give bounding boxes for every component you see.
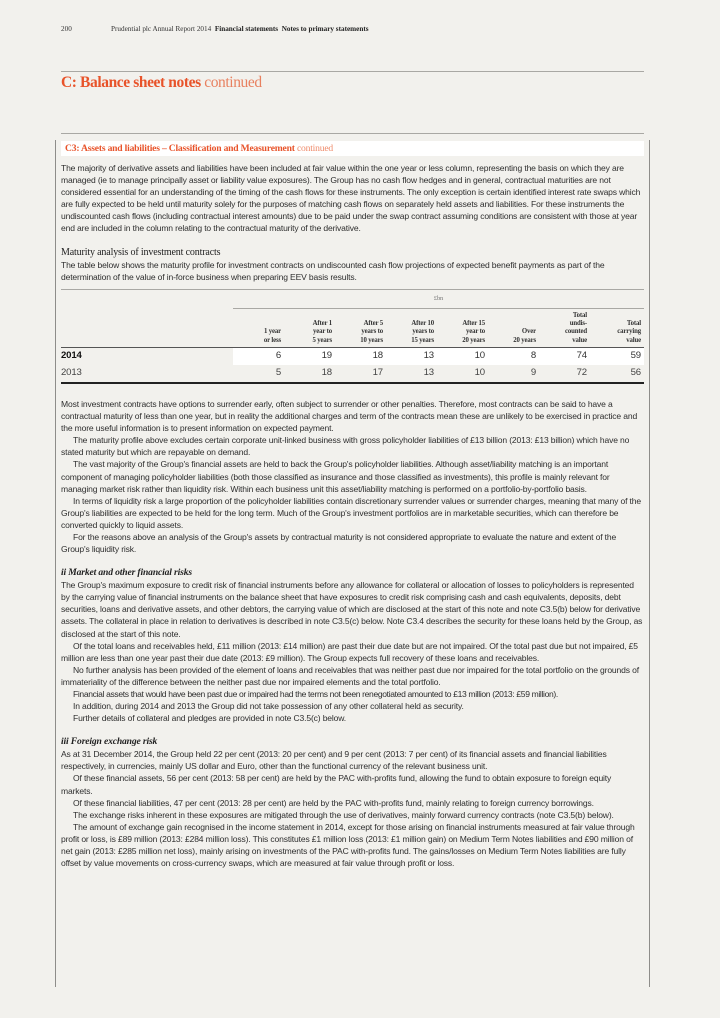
cell: 13 bbox=[386, 365, 437, 383]
market-risk-paragraph: Further details of collateral and pledges are provided in note C3.5(c) below. bbox=[73, 713, 347, 724]
maturity-description: The table below shows the maturity profile for investment contracts on undiscounted cash flow projections of expected benefit payments as part of the determination of the value of in-force business when preparing EEV basis results. bbox=[61, 259, 605, 282]
fx-risk-paragraph: Of these financial liabilities, 47 per cent (2013: 28 per cent) are held by the PAC with-profits fund, mainly relating to foreign currency borrowings. bbox=[73, 797, 594, 808]
publication-name: Prudential plc Annual Report 2014 bbox=[111, 25, 212, 33]
maturity-table bbox=[61, 289, 644, 384]
cell: 59 bbox=[590, 347, 644, 365]
table-row bbox=[61, 347, 644, 365]
col-header-carrying: Total carrying value bbox=[617, 320, 641, 344]
subsection-title bbox=[61, 141, 644, 156]
col-header-5-10y: After 5 years to 10 years bbox=[360, 320, 383, 344]
market-risk-paragraph: In addition, during 2014 and 2013 the Group did not take possession of any other collateral held as security. bbox=[73, 701, 464, 712]
col-header-10-15y: After 10 years to 15 years bbox=[411, 320, 434, 344]
section-title-main: C: Balance sheet notes bbox=[61, 74, 201, 91]
cell: 10 bbox=[437, 347, 488, 365]
col-header-undiscounted: Total undis- counted value bbox=[565, 311, 587, 344]
cell: 5 bbox=[233, 365, 284, 383]
section-divider bbox=[61, 133, 644, 134]
market-risk-heading: ii Market and other financial risks bbox=[61, 567, 192, 579]
subsection-title-main: C3: Assets and liabilities – Classification and Measurement bbox=[65, 143, 295, 154]
cell: 17 bbox=[335, 365, 386, 383]
cell: 72 bbox=[539, 365, 590, 383]
running-header bbox=[61, 25, 369, 33]
fx-risk-heading: iii Foreign exchange risk bbox=[61, 736, 158, 748]
col-header-1y: 1 year or less bbox=[263, 328, 281, 344]
cell: 74 bbox=[539, 347, 590, 365]
cell: 18 bbox=[335, 347, 386, 365]
section-name: Financial statements bbox=[214, 25, 279, 33]
row-year: 2014 bbox=[61, 347, 233, 365]
fx-risk-paragraph: The amount of exchange gain recognised in the income statement in 2014, except for those arising on financial instruments measured at fair value through profit or loss, is £89 million (2013: £284 million loss). This constitutes £1 million loss (2013: £1 million gain) on Medium Term Notes liabilities and £90 million of net gain (2013: £285 million net loss), mainly arising on investments of the PAC with-profits fund. The gains/losses on Medium Term Notes liabilities are fully offset by value movements on cross-currency swaps, which are measured at fair value through profit or loss. bbox=[61, 821, 635, 869]
subsection-title-suffix: continued bbox=[296, 143, 333, 154]
cell: 10 bbox=[437, 365, 488, 383]
market-risk-paragraph: The Group's maximum exposure to credit risk of financial instruments before any allowance for collateral or allocation of losses to policyholders is represented by the carrying value of financial instruments on the balance sheet that have exposures to credit risk comprising cash and cash equivalents, deposits, debt securities, loans and derivative assets, and other debtors, the carrying value of which are disclosed at the start of this note and note C3.5(b) below for derivative assets. The collateral in place in relation to derivatives is described in note C3.5(c) below. Note C3.4 describes the security for these loans held by the Group, as disclosed at the start of this note. bbox=[61, 580, 643, 639]
col-header-1-5y: After 1 year to 5 years bbox=[312, 320, 332, 344]
market-risk-paragraph: Financial assets that would have been past due or impaired had the terms not been renegotiated amounted to £13 million (2013: £59 million). bbox=[73, 689, 558, 699]
market-risk-paragraph: No further analysis has been provided of the element of loans and receivables that was neither past due nor impaired for the total portfolio on the grounds of immateriality of the difference between the neither past due nor impaired elements and the total portfolio. bbox=[61, 664, 639, 687]
section-title bbox=[61, 74, 262, 92]
page-number: 200 bbox=[61, 25, 72, 33]
fx-risk-paragraph: The exchange risks inherent in these exposures are mitigated through the use of derivatives, mainly forward currency contracts (note C3.5(b) below). bbox=[73, 809, 614, 820]
cell: 18 bbox=[284, 365, 335, 383]
fx-risk-paragraph: Of these financial assets, 56 per cent (2013: 58 per cent) are held by the PAC with-profits fund, allowing the fund to obtain exposure to foreign equity markets. bbox=[61, 773, 612, 796]
maturity-heading: Maturity analysis of investment contracts bbox=[61, 246, 221, 258]
row-year: 2013 bbox=[61, 365, 233, 383]
liquidity-paragraph: For the reasons above an analysis of the Group's assets by contractual maturity is not considered appropriate to evaluate the nature and extent of the Group's liquidity risk. bbox=[61, 531, 617, 555]
note-body bbox=[61, 162, 644, 869]
cell: 19 bbox=[284, 347, 335, 365]
top-divider bbox=[61, 71, 644, 72]
cell: 8 bbox=[488, 347, 539, 365]
section-title-suffix: continued bbox=[204, 74, 262, 91]
liquidity-paragraph: The vast majority of the Group's financial assets are held to back the Group's policyholder liabilities. Although asset/liability matching is an important component of managing policyholder liabilities (both those classified as insurance and those classified as investments), this profile is mainly relevant for managing market risk rather than liquidity risk. Within each business unit this asset/liability matching is performed on a portfolio-by-portfolio basis. bbox=[61, 459, 610, 494]
intro-paragraph: The majority of derivative assets and liabilities have been included at fair value within the one year or less column, representing the basis on which they are managed (ie to manage principally asset or liability value exposures). The Group has no cash flow hedges and in general, contractual maturities are not considered essential for an understanding of the timing of the cash flows for these instruments. The only exception is certain identified interest rate swaps which are fully expected to be held until maturity solely for the purposes of matching cash flows on separately held assets and liabilities. For these instruments the undiscounted cash flows (including contractual interest amounts) due to be paid under the swap contract assuming conditions are consistent with those at year end are included in the column relating to the contractual maturity of the derivative. bbox=[61, 163, 641, 234]
cell: 6 bbox=[233, 347, 284, 365]
subsection-name: Notes to primary statements bbox=[281, 25, 369, 33]
market-risk-paragraph: Of the total loans and receivables held, £11 million (2013: £14 million) are past their due date but are not impaired. Of the total past due but not impaired, £5 million are less than one year past their due date (2013: £9 million). The Group expects full recovery of these loans and receivables. bbox=[61, 640, 638, 663]
table-row bbox=[61, 365, 644, 383]
cell: 9 bbox=[488, 365, 539, 383]
unit-label: £bn bbox=[233, 290, 644, 309]
liquidity-paragraph: Most investment contracts have options to surrender early, often subject to surrender or other penalties. Therefore, most contracts can be said to have a contractual maturity of less than one year, but in reality the additional charges and term of the contracts mean these are unlikely to be exercised in practice and the more useful information is to present information on expected payment. bbox=[61, 398, 638, 434]
liquidity-paragraph: The maturity profile above excludes certain corporate unit-linked business with gross policyholder liabilities of £13 billion (2013: £13 billion) which have no stated maturity but which are repayable on demand. bbox=[61, 435, 630, 458]
cell: 56 bbox=[590, 365, 644, 383]
col-header-15-20y: After 15 year to 20 years bbox=[462, 320, 485, 344]
col-header-over-20y: Over 20 years bbox=[513, 328, 536, 344]
cell: 13 bbox=[386, 347, 437, 365]
fx-risk-paragraph: As at 31 December 2014, the Group held 22 per cent (2013: 20 per cent) and 9 per cent (2013: 7 per cent) of its financial assets and financial liabilities respectively, in currencies, mainly US dollar and Euro, other than the functional currency of the relevant business unit. bbox=[61, 749, 607, 772]
liquidity-paragraph: In terms of liquidity risk a large proportion of the policyholder liabilities contain discretionary surrender values or surrender charges, meaning that many of the Group's liabilities are expected to be held for the long term. Much of the Group's investment portfolios are in marketable securities, which can therefore be converted quickly to liquid assets. bbox=[61, 495, 641, 530]
